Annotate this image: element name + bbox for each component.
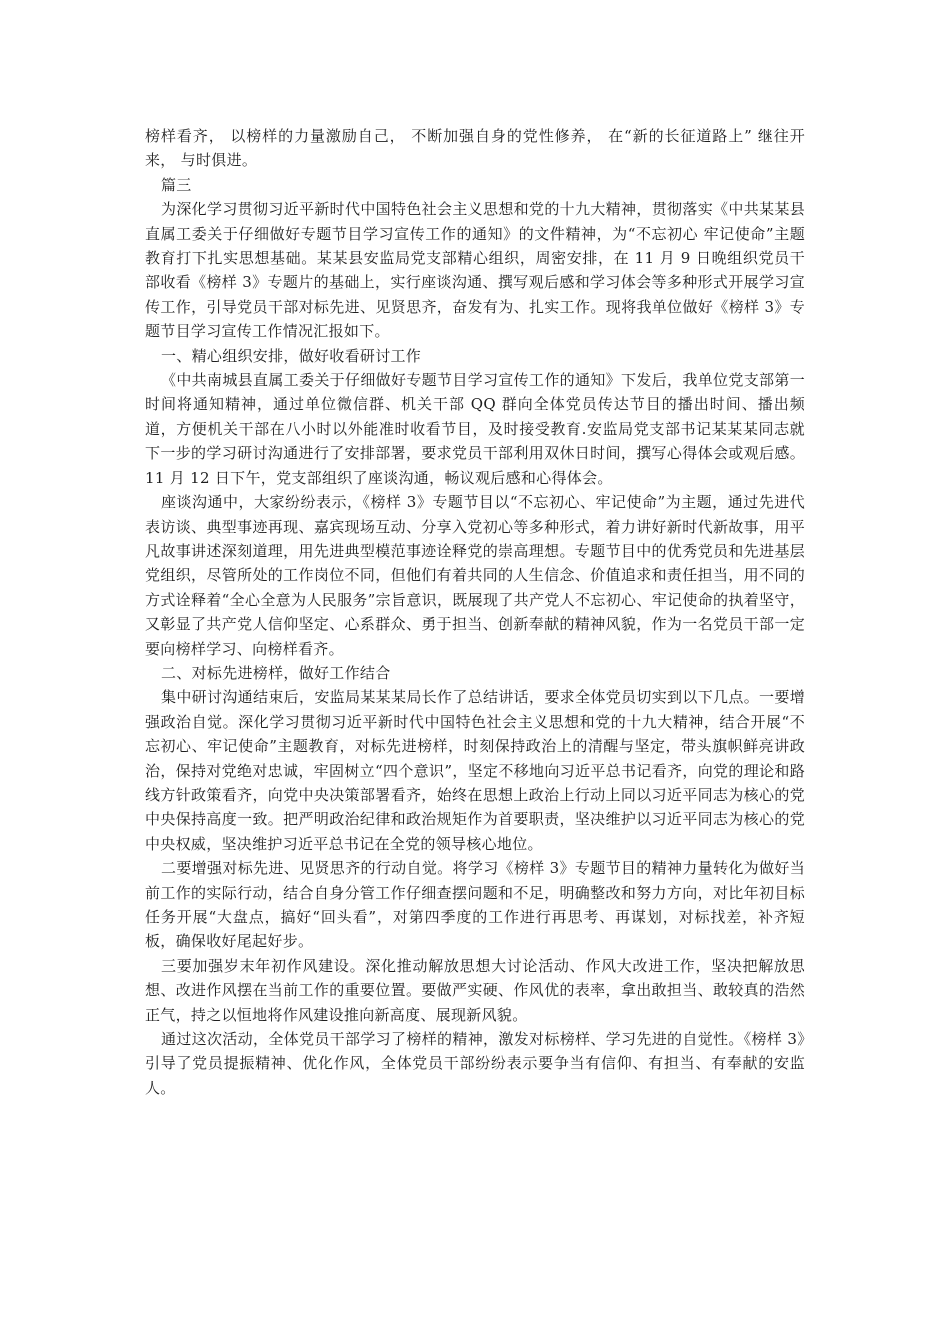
paragraph-action-awareness: 二要增强对标先进、见贤思齐的行动自觉。将学习《榜样 3》专题节目的精神力量转化为做好当前工作的实际行动，结合自身分管工作仔细查摆问题和不足，明确整改和努力方向，对比年初目标任务开展“大盘点，搞好“回头看”，对第四季度的工作进行再思考、再谋划，对标找差，补齐短板，确保收好尾起好步。 xyxy=(145,859,805,951)
paragraph-work-style: 三要加强岁末年初作风建设。深化推动解放思想大讨论活动、作风大改进工作，坚决把解放思想、改进作风摆在当前工作的重要位置。要做严实硬、作风优的表率，拿出敢担当、敢较真的浩然正气，持之以恒地将作风建设推向新高度、展现新风貌。 xyxy=(145,956,805,1024)
paragraph-discussion: 座谈沟通中，大家纷纷表示，《榜样 3》专题节目以“不忘初心、牢记使命”为主题，通过先进代表访谈、典型事迹再现、嘉宾现场互动、分享入党初心等多种形式，着力讲好新时代新故事，用平凡故事讲述深刻道理，用先进典型模范事迹诠释党的崇高理想。专题节目中的优秀党员和先进基层党组织，尽管所处的工作岗位不同，但他们有着共同的人生信念、价值追求和责任担当，用不同的方式诠释着“全心全意为人民服务”宗旨意识，既展现了共产党人不忘初心、牢记使命的执着坚守，又彰显了共产党人信仰坚定、心系群众、勇于担当、创新奉献的精神风貌，作为一名党员干部一定要向榜样学习、向榜样看齐。 xyxy=(145,493,805,658)
paragraph-notice: 《中共南城县直属工委关于仔细做好专题节目学习宣传工作的通知》下发后，我单位党支部第一时间将通知精神，通过单位微信群、机关干部 QQ 群向全体党员传达节目的播出时间、播出频道，方便机关干部在八小时以外能准时收看节目，及时接受教育.安监局党支部书记某某某同志就下一步的学习研讨沟通进行了安排部署，要求党员干部利用双休日时间，撰写心得体会或观后感。11 月 12 日下午，党支部组织了座谈沟通，畅议观后感和心得体会。 xyxy=(145,371,805,487)
section-heading-two: 二、对标先进榜样，做好工作结合 xyxy=(161,663,391,682)
section-heading-one: 一、精心组织安排，做好收看研讨工作 xyxy=(161,346,422,365)
document-body xyxy=(145,124,805,1100)
section-title-pian-san: 篇三 xyxy=(161,175,192,194)
paragraph-continuation: 榜样看齐， 以榜样的力量激励自己， 不断加强自身的党性修养， 在“新的长征道路上” 继往开来， 与时俱进。 xyxy=(145,127,805,170)
paragraph-political-awareness: 集中研讨沟通结束后，安监局某某某局长作了总结讲话，要求全体党员切实到以下几点。一要增强政治自觉。深化学习贯彻习近平新时代中国特色社会主义思想和党的十九大精神，结合开展“不忘初心、牢记使命”主题教育，对标先进榜样，时刻保持政治上的清醒与坚定，带头旗帜鲜亮讲政治，保持对党绝对忠诚，牢固树立“四个意识”，坚定不移地向习近平总书记看齐，向党的理论和路线方针政策看齐，向党中央决策部署看齐，始终在思想上政治上行动上同以习近平同志为核心的党中央保持高度一致。把严明政治纪律和政治规矩作为首要职责，坚决维护以习近平同志为核心的党中央权威，坚决维护习近平总书记在全党的领导核心地位。 xyxy=(145,688,805,853)
paragraph-intro: 为深化学习贯彻习近平新时代中国特色社会主义思想和党的十九大精神，贯彻落实《中共某某县直属工委关于仔细做好专题节目学习宣传工作的通知》的文件精神，为“不忘初心 牢记使命”主题教育打下扎实思想基础。某某县安监局党支部精心组织，周密安排，在 11 月 9 日晚组织党员干部收看《榜样 3》专题片的基础上，实行座谈沟通、撰写观后感和学习体会等多种形式开展学习宣传工作，引导党员干部对标先进、见贤思齐，奋发有为、扎实工作。现将我单位做好《榜样 3》专题节目学习宣传工作情况汇报如下。 xyxy=(145,200,805,341)
paragraph-conclusion: 通过这次活动，全体党员干部学习了榜样的精神，激发对标榜样、学习先进的自觉性。《榜样 3》引导了党员提振精神、优化作风，全体党员干部纷纷表示要争当有信仰、有担当、有奉献的安监人。 xyxy=(145,1030,805,1097)
